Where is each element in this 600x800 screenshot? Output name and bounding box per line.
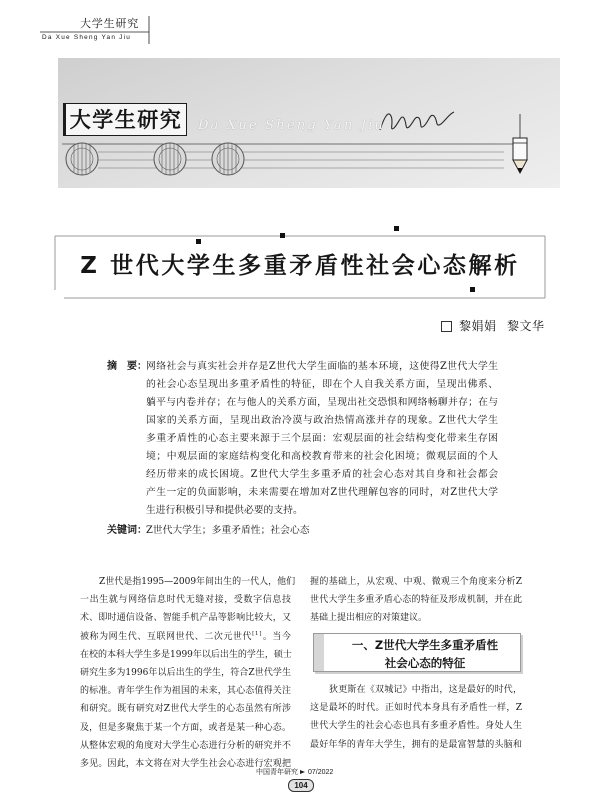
pencil-icon — [513, 114, 527, 173]
footer-issue: 07/2022 — [308, 769, 334, 776]
body-line: 从整体宏观的角度对大学生心态进行分析的研究并不 — [80, 740, 291, 751]
abstract-line: 国家的关系方面，呈现出政治冷漠与政治热情高涨并存的现象。Z世代大学生 — [146, 415, 498, 426]
banner-column-label: 大学生研究 — [63, 103, 187, 136]
pencil-body — [513, 138, 527, 160]
body-line: 最好年华的青年大学生，拥有的是最富智慧的头脑和 — [310, 739, 522, 750]
title-frame-marker — [280, 233, 285, 238]
body-line-text: 。当今 — [262, 631, 291, 642]
body-line — [80, 628, 291, 646]
body-line: 世代大学生多重矛盾心态的特征及形成机制，并在此 — [310, 595, 522, 606]
author-marker-icon — [441, 321, 452, 332]
running-header-section: 大学生研究 — [80, 17, 139, 30]
keywords-label: 关键词： — [107, 525, 147, 536]
footer-journal-name: 中国青年研究 — [256, 768, 298, 776]
section-heading — [330, 636, 520, 672]
banner-signature-scribble — [380, 112, 454, 130]
abstract-line: 网络社会与真实社会并存是Z世代大学生面临的基本环境，这使得Z世代大学生 — [146, 361, 498, 372]
body-line: 世代大学生的社会心态也具有多重矛盾性。身处人生 — [310, 721, 522, 732]
body-line: 多见。因此，本文将在对大学生社会心态进行宏观把 — [80, 758, 291, 769]
body-column-right-top — [310, 573, 522, 628]
body-column-left — [80, 573, 296, 773]
body-line: 这是最坏的时代。正如时代本身具有矛盾性一样，Z — [310, 703, 522, 714]
section-heading-line: 一、Z世代大学生多重矛盾性 — [351, 638, 499, 652]
banner-reel-1 — [66, 143, 98, 175]
abstract-line: 多重矛盾性的心态主要来源于三个层面：宏观层面的社会结构变化带来生存困 — [146, 433, 498, 444]
abstract-line: 生进行积极引导和提供必要的支持。 — [146, 505, 303, 516]
abstract-text — [146, 358, 498, 520]
abstract-line: 境；中观层面的家庭结构变化和高校教育带来的社会化困境；微观层面的个人 — [146, 451, 498, 462]
body-line-text: 被称为网生代、互联网世代、二次元世代 — [80, 631, 253, 642]
banner-watermark-text: Da Xue Sheng Yan Jiu — [198, 118, 386, 133]
body-column-right-bottom — [310, 681, 522, 754]
title-frame-marker — [470, 287, 475, 292]
body-line: 基础上提出相应的对策建议。 — [310, 613, 428, 624]
author-name: 黎文华 — [507, 319, 545, 333]
body-line: 术、即时通信设备、智能手机产品等影响比较大，又 — [80, 613, 291, 624]
abstract-line: 产生一定的负面影响，未来需要在增加对Z世代理解包容的同时，对Z世代大学 — [146, 487, 498, 498]
body-line: 研究生多为1996年以后出生的学生，符合Z世代学生 — [80, 667, 291, 678]
citation-reference: [1] — [252, 630, 263, 637]
body-line: 及，但是多聚焦于某一个方面，或者是某一种心态。 — [80, 722, 291, 733]
abstract-line: 经历带来的成长困境。Z世代大学生多重矛盾的社会心态对其自身和社会都会 — [146, 469, 498, 480]
body-line: 握的基础上，从宏观、中观、微观三个角度来分析Z — [310, 577, 522, 587]
article-title: Z 世代大学生多重矛盾性社会心态解析 — [80, 253, 520, 279]
abstract-label: 摘 要： — [107, 361, 147, 372]
body-line: 狄更斯在《双城记》中指出，这是最好的时代， — [329, 685, 522, 695]
abstract-line: 躺平与内卷并存；在与他人的关系方面，呈现出社交恐惧和网络畅聊并存；在与 — [146, 397, 498, 408]
running-header-pinyin: Da Xue Sheng Yan Jiu — [42, 34, 132, 41]
abstract-line: 的社会心态呈现出多重矛盾性的特征，即在个人自我关系方面，呈现出佛系、 — [146, 379, 498, 390]
footer-arrow-icon — [300, 770, 305, 774]
banner-reel-2 — [154, 143, 186, 175]
body-line: Z世代是指1995—2009年间出生的一代人，他们 — [99, 577, 296, 587]
page-number: 104 — [288, 779, 314, 792]
author-name: 黎娟娟 — [459, 319, 497, 333]
body-line: 在校的本科大学生多是1999年以后出生的学生，硕士 — [80, 649, 292, 660]
section-heading-line: 社会心态的特征 — [384, 656, 466, 670]
body-line: 和研究。既有研究对Z世代大学生的心态虽然有所涉 — [80, 704, 291, 715]
column-banner — [58, 58, 560, 188]
body-line: 一出生就与网络信息时代无缝对接，受数字信息技 — [80, 595, 291, 606]
body-line: 的标准。青年学生作为祖国的未来，其心态值得关注 — [80, 686, 291, 697]
keywords-text: Z世代大学生；多重矛盾性；社会心态 — [146, 525, 310, 536]
banner-reel-3 — [212, 143, 244, 175]
title-frame-marker — [196, 239, 201, 244]
title-frame-marker — [394, 226, 399, 231]
